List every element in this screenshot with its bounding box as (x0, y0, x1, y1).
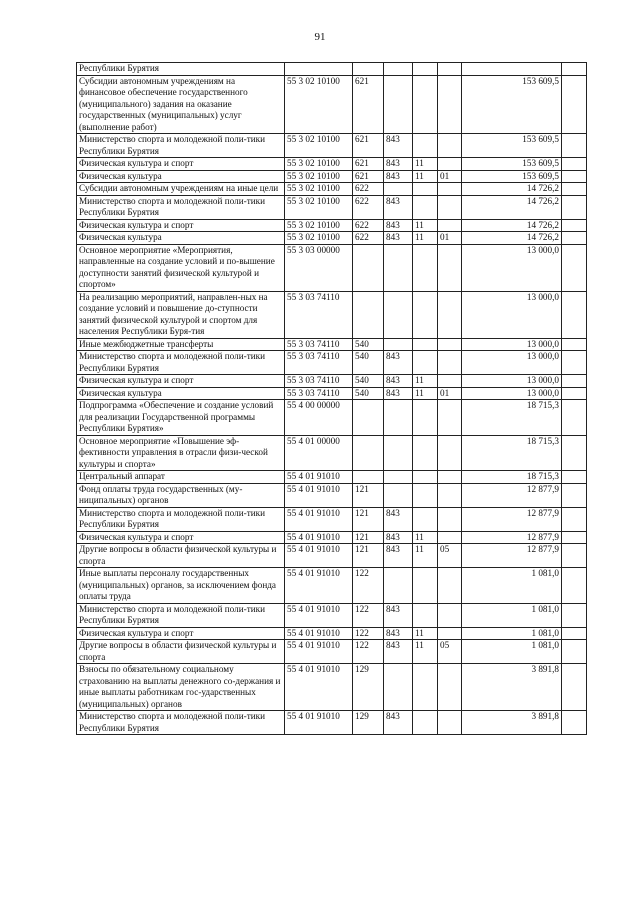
table-row (77, 219, 587, 232)
row-code-cell: 55 3 03 74110 (285, 338, 353, 351)
row-expense-type-cell (353, 63, 384, 76)
row-subsection-cell: 05 (438, 544, 462, 568)
row-expense-type-cell: 621 (353, 170, 384, 183)
row-ministry-code-cell: 843 (384, 603, 413, 627)
table-row (77, 75, 587, 134)
row-amount-cell: 1 081,0 (462, 640, 562, 664)
row-code-cell: 55 4 01 91010 (285, 627, 353, 640)
row-name-cell: Физическая культура (77, 387, 285, 400)
row-amount-cell: 13 000,0 (462, 351, 562, 375)
row-expense-type-cell: 121 (353, 507, 384, 531)
row-ministry-code-cell: 843 (384, 507, 413, 531)
row-code-cell: 55 3 02 10100 (285, 219, 353, 232)
row-extra-cell (562, 544, 587, 568)
row-ministry-code-cell: 843 (384, 232, 413, 245)
row-section-cell (413, 711, 438, 735)
row-expense-type-cell: 622 (353, 232, 384, 245)
row-ministry-code-cell: 843 (384, 195, 413, 219)
row-expense-type-cell: 622 (353, 219, 384, 232)
row-name-cell: Основное мероприятие «Повышение эф-фективности управления в отрасли физи-ческой культуры и спорта» (77, 435, 285, 471)
row-name-cell: Министерство спорта и молодежной поли-тики Республики Бурятия (77, 711, 285, 735)
row-amount-cell: 13 000,0 (462, 375, 562, 388)
row-expense-type-cell: 621 (353, 134, 384, 158)
row-expense-type-cell: 540 (353, 375, 384, 388)
table-row (77, 483, 587, 507)
row-subsection-cell (438, 531, 462, 544)
row-ministry-code-cell: 843 (384, 640, 413, 664)
table-row (77, 544, 587, 568)
row-code-cell: 55 4 01 91010 (285, 568, 353, 604)
row-expense-type-cell: 621 (353, 158, 384, 171)
row-extra-cell (562, 219, 587, 232)
row-code-cell: 55 4 00 00000 (285, 400, 353, 436)
row-section-cell (413, 291, 438, 338)
row-expense-type-cell: 540 (353, 351, 384, 375)
row-subsection-cell: 01 (438, 387, 462, 400)
row-extra-cell (562, 338, 587, 351)
row-code-cell: 55 3 03 74110 (285, 291, 353, 338)
row-subsection-cell (438, 351, 462, 375)
row-expense-type-cell: 122 (353, 640, 384, 664)
row-section-cell (413, 351, 438, 375)
table-row (77, 183, 587, 196)
row-subsection-cell (438, 507, 462, 531)
row-extra-cell (562, 627, 587, 640)
row-amount-cell: 3 891,8 (462, 711, 562, 735)
row-extra-cell (562, 244, 587, 291)
row-amount-cell: 13 000,0 (462, 387, 562, 400)
row-name-cell: Субсидии автономным учреждениям на финансовое обеспечение государственного (муниципального) задания на оказание государственных (муниципальных) услуг (выполнение работ) (77, 75, 285, 134)
row-name-cell: Физическая культура и спорт (77, 531, 285, 544)
row-ministry-code-cell (384, 338, 413, 351)
row-expense-type-cell: 622 (353, 183, 384, 196)
row-amount-cell: 1 081,0 (462, 568, 562, 604)
row-subsection-cell (438, 244, 462, 291)
row-amount-cell: 18 715,3 (462, 400, 562, 436)
table-row (77, 603, 587, 627)
row-subsection-cell (438, 291, 462, 338)
row-name-cell: Иные выплаты персоналу государственных (муниципальных) органов, за исключением фонда оплаты труда (77, 568, 285, 604)
row-subsection-cell (438, 375, 462, 388)
row-code-cell: 55 4 01 91010 (285, 711, 353, 735)
row-code-cell: 55 4 01 91010 (285, 471, 353, 484)
row-name-cell: Другие вопросы в области физической культуры и спорта (77, 544, 285, 568)
row-extra-cell (562, 483, 587, 507)
row-code-cell: 55 3 02 10100 (285, 170, 353, 183)
table-row (77, 387, 587, 400)
row-expense-type-cell: 122 (353, 603, 384, 627)
row-subsection-cell (438, 158, 462, 171)
row-expense-type-cell: 122 (353, 568, 384, 604)
row-expense-type-cell: 129 (353, 664, 384, 711)
row-section-cell: 11 (413, 627, 438, 640)
row-extra-cell (562, 531, 587, 544)
row-section-cell (413, 183, 438, 196)
row-extra-cell (562, 640, 587, 664)
row-ministry-code-cell (384, 483, 413, 507)
table-row (77, 351, 587, 375)
row-name-cell: Основное мероприятие «Мероприятия, направленные на создание условий и по-вышение доступности занятий физической культурой и спортом» (77, 244, 285, 291)
row-code-cell: 55 3 03 74110 (285, 387, 353, 400)
row-code-cell: 55 4 01 00000 (285, 435, 353, 471)
row-ministry-code-cell (384, 291, 413, 338)
row-ministry-code-cell: 843 (384, 627, 413, 640)
table-row (77, 531, 587, 544)
row-subsection-cell (438, 183, 462, 196)
row-ministry-code-cell (384, 664, 413, 711)
row-ministry-code-cell: 843 (384, 531, 413, 544)
row-amount-cell: 14 726,2 (462, 195, 562, 219)
row-ministry-code-cell (384, 75, 413, 134)
row-subsection-cell: 01 (438, 232, 462, 245)
row-amount-cell: 18 715,3 (462, 435, 562, 471)
row-extra-cell (562, 183, 587, 196)
row-code-cell: 55 4 01 91010 (285, 640, 353, 664)
row-extra-cell (562, 63, 587, 76)
row-name-cell: Министерство спорта и молодежной поли-тики Республики Бурятия (77, 195, 285, 219)
row-name-cell: Физическая культура и спорт (77, 158, 285, 171)
row-amount-cell: 14 726,2 (462, 183, 562, 196)
row-section-cell (413, 435, 438, 471)
row-section-cell (413, 338, 438, 351)
row-extra-cell (562, 195, 587, 219)
row-amount-cell: 12 877,9 (462, 483, 562, 507)
row-section-cell: 11 (413, 531, 438, 544)
row-expense-type-cell: 129 (353, 711, 384, 735)
table-row (77, 568, 587, 604)
row-expense-type-cell (353, 400, 384, 436)
row-amount-cell: 14 726,2 (462, 232, 562, 245)
row-code-cell: 55 4 01 91010 (285, 483, 353, 507)
table-row (77, 664, 587, 711)
row-name-cell: Министерство спорта и молодежной поли-тики Республики Бурятия (77, 134, 285, 158)
row-amount-cell: 12 877,9 (462, 531, 562, 544)
row-section-cell: 11 (413, 232, 438, 245)
row-expense-type-cell: 621 (353, 75, 384, 134)
row-name-cell: Физическая культура и спорт (77, 627, 285, 640)
row-subsection-cell (438, 711, 462, 735)
row-expense-type-cell (353, 291, 384, 338)
row-extra-cell (562, 75, 587, 134)
table-row (77, 170, 587, 183)
row-code-cell (285, 63, 353, 76)
row-name-cell: Другие вопросы в области физической культуры и спорта (77, 640, 285, 664)
row-ministry-code-cell (384, 63, 413, 76)
row-extra-cell (562, 170, 587, 183)
row-ministry-code-cell: 843 (384, 387, 413, 400)
row-name-cell: На реализацию мероприятий, направлен-ных на создание условий и повышение до-ступности занятий физической культурой и спортом для населения Республики Буря-тия (77, 291, 285, 338)
row-section-cell: 11 (413, 544, 438, 568)
row-amount-cell: 13 000,0 (462, 244, 562, 291)
row-name-cell: Физическая культура (77, 170, 285, 183)
row-section-cell (413, 483, 438, 507)
row-subsection-cell (438, 483, 462, 507)
row-code-cell: 55 4 01 91010 (285, 507, 353, 531)
table-row (77, 627, 587, 640)
table-row (77, 232, 587, 245)
row-amount-cell: 18 715,3 (462, 471, 562, 484)
row-subsection-cell (438, 219, 462, 232)
row-name-cell: Центральный аппарат (77, 471, 285, 484)
row-ministry-code-cell: 843 (384, 219, 413, 232)
row-section-cell (413, 75, 438, 134)
budget-table (76, 62, 587, 735)
row-expense-type-cell (353, 244, 384, 291)
row-ministry-code-cell: 843 (384, 134, 413, 158)
row-code-cell: 55 3 02 10100 (285, 195, 353, 219)
row-subsection-cell (438, 568, 462, 604)
row-expense-type-cell: 622 (353, 195, 384, 219)
row-amount-cell (462, 63, 562, 76)
row-amount-cell: 153 609,5 (462, 75, 562, 134)
row-section-cell (413, 195, 438, 219)
row-subsection-cell (438, 195, 462, 219)
row-expense-type-cell (353, 471, 384, 484)
row-expense-type-cell: 122 (353, 627, 384, 640)
row-subsection-cell (438, 603, 462, 627)
row-name-cell: Подпрограмма «Обеспечение и создание условий для реализации Государственной программы Республики Бурятия» (77, 400, 285, 436)
table-row (77, 507, 587, 531)
row-amount-cell: 153 609,5 (462, 134, 562, 158)
row-extra-cell (562, 375, 587, 388)
row-amount-cell: 153 609,5 (462, 158, 562, 171)
row-name-cell: Физическая культура и спорт (77, 219, 285, 232)
row-section-cell: 11 (413, 170, 438, 183)
row-ministry-code-cell (384, 244, 413, 291)
row-extra-cell (562, 664, 587, 711)
row-ministry-code-cell (384, 471, 413, 484)
row-extra-cell (562, 603, 587, 627)
row-code-cell: 55 4 01 91010 (285, 603, 353, 627)
row-amount-cell: 13 000,0 (462, 338, 562, 351)
row-subsection-cell (438, 471, 462, 484)
row-code-cell: 55 3 02 10100 (285, 75, 353, 134)
row-ministry-code-cell: 843 (384, 158, 413, 171)
row-name-cell: Физическая культура и спорт (77, 375, 285, 388)
row-section-cell (413, 63, 438, 76)
row-section-cell (413, 568, 438, 604)
table-row (77, 711, 587, 735)
row-amount-cell: 12 877,9 (462, 544, 562, 568)
row-amount-cell: 12 877,9 (462, 507, 562, 531)
row-subsection-cell (438, 664, 462, 711)
row-ministry-code-cell (384, 435, 413, 471)
row-extra-cell (562, 711, 587, 735)
row-amount-cell: 153 609,5 (462, 170, 562, 183)
row-subsection-cell (438, 63, 462, 76)
table-row (77, 400, 587, 436)
row-name-cell: Субсидии автономным учреждениям на иные цели (77, 183, 285, 196)
row-code-cell: 55 4 01 91010 (285, 664, 353, 711)
row-code-cell: 55 3 03 74110 (285, 351, 353, 375)
row-expense-type-cell: 121 (353, 483, 384, 507)
row-extra-cell (562, 232, 587, 245)
row-code-cell: 55 3 02 10100 (285, 158, 353, 171)
row-name-cell: Министерство спорта и молодежной поли-тики Республики Бурятия (77, 351, 285, 375)
row-code-cell: 55 3 03 74110 (285, 375, 353, 388)
row-amount-cell: 1 081,0 (462, 603, 562, 627)
row-expense-type-cell: 540 (353, 387, 384, 400)
row-section-cell: 11 (413, 640, 438, 664)
row-extra-cell (562, 507, 587, 531)
row-amount-cell: 1 081,0 (462, 627, 562, 640)
row-code-cell: 55 4 01 91010 (285, 531, 353, 544)
row-code-cell: 55 4 01 91010 (285, 544, 353, 568)
row-section-cell (413, 603, 438, 627)
row-subsection-cell (438, 400, 462, 436)
row-subsection-cell: 05 (438, 640, 462, 664)
row-section-cell (413, 664, 438, 711)
row-ministry-code-cell: 843 (384, 170, 413, 183)
row-amount-cell: 14 726,2 (462, 219, 562, 232)
row-ministry-code-cell: 843 (384, 544, 413, 568)
row-extra-cell (562, 471, 587, 484)
row-section-cell: 11 (413, 219, 438, 232)
row-extra-cell (562, 435, 587, 471)
row-ministry-code-cell (384, 183, 413, 196)
table-row (77, 640, 587, 664)
row-name-cell: Министерство спорта и молодежной поли-тики Республики Бурятия (77, 507, 285, 531)
row-section-cell (413, 400, 438, 436)
row-name-cell: Взносы по обязательному социальному страхованию на выплаты денежного со-держания и иные выплаты работникам гос-ударственных (муниципальных) органов (77, 664, 285, 711)
row-extra-cell (562, 400, 587, 436)
table-row (77, 158, 587, 171)
row-subsection-cell (438, 627, 462, 640)
row-subsection-cell (438, 435, 462, 471)
row-section-cell (413, 507, 438, 531)
row-amount-cell: 13 000,0 (462, 291, 562, 338)
row-ministry-code-cell: 843 (384, 375, 413, 388)
row-name-cell: Фонд оплаты труда государственных (му-ниципальных) органов (77, 483, 285, 507)
row-subsection-cell: 01 (438, 170, 462, 183)
row-extra-cell (562, 351, 587, 375)
row-name-cell: Министерство спорта и молодежной поли-тики Республики Бурятия (77, 603, 285, 627)
table-row (77, 63, 587, 76)
table-row (77, 375, 587, 388)
row-expense-type-cell (353, 435, 384, 471)
table-row (77, 134, 587, 158)
row-extra-cell (562, 387, 587, 400)
row-extra-cell (562, 291, 587, 338)
row-extra-cell (562, 158, 587, 171)
row-code-cell: 55 3 02 10100 (285, 134, 353, 158)
row-name-cell: Физическая культура (77, 232, 285, 245)
row-section-cell (413, 134, 438, 158)
row-extra-cell (562, 134, 587, 158)
page-number: 91 (314, 31, 326, 43)
row-section-cell: 11 (413, 387, 438, 400)
row-ministry-code-cell (384, 400, 413, 436)
row-subsection-cell (438, 338, 462, 351)
row-subsection-cell (438, 134, 462, 158)
row-expense-type-cell: 121 (353, 544, 384, 568)
row-ministry-code-cell: 843 (384, 351, 413, 375)
table-row (77, 195, 587, 219)
row-section-cell: 11 (413, 375, 438, 388)
row-amount-cell: 3 891,8 (462, 664, 562, 711)
table-row (77, 435, 587, 471)
table-row (77, 244, 587, 291)
row-code-cell: 55 3 02 10100 (285, 232, 353, 245)
row-code-cell: 55 3 02 10100 (285, 183, 353, 196)
row-section-cell: 11 (413, 158, 438, 171)
row-expense-type-cell: 121 (353, 531, 384, 544)
row-name-cell: Иные межбюджетные трансферты (77, 338, 285, 351)
row-subsection-cell (438, 75, 462, 134)
table-row (77, 338, 587, 351)
row-code-cell: 55 3 03 00000 (285, 244, 353, 291)
table-row (77, 291, 587, 338)
row-ministry-code-cell: 843 (384, 711, 413, 735)
row-expense-type-cell: 540 (353, 338, 384, 351)
table-row (77, 471, 587, 484)
row-extra-cell (562, 568, 587, 604)
row-name-cell: Республики Бурятия (77, 63, 285, 76)
row-section-cell (413, 471, 438, 484)
row-ministry-code-cell (384, 568, 413, 604)
row-section-cell (413, 244, 438, 291)
